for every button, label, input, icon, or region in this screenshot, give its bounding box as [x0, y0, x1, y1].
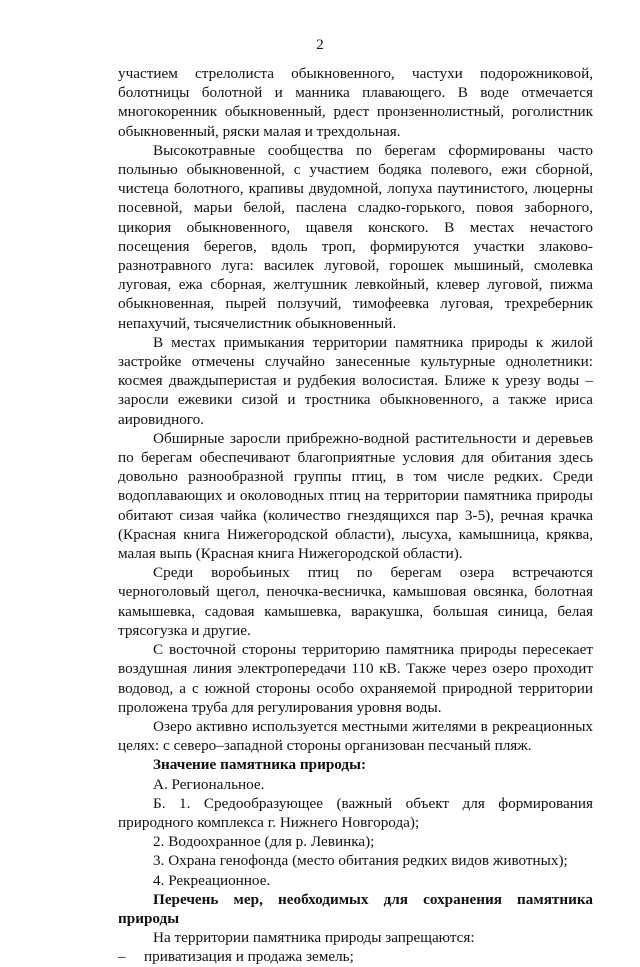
significance-item: А. Региональное. — [153, 775, 265, 793]
paragraph: В местах примыкания территории памятника природы к жилой застройке отмечены случайно занесенные культурные однолетники: космея дваждыперистая и рудбекия волосистая. Ближе к урезу воды – заросли ежевики сизой и тростника обыкновенного, а также ириса аировидного. — [118, 333, 593, 428]
paragraph: Обширные заросли прибрежно-водной растительности и деревьев по берегам обеспечивают благоприятные условия для обитания здесь довольно разнообразной группы птиц, в том числе редких. Среди водоплавающих и околоводных птиц на территории памятника природы обитают сизая чайка (количество гнездящихся пар 3-5), речная крачка (Красная книга Нижегородской области), лысуха, камышница, кряква, малая выпь (Красная книга Нижегородской области). — [118, 429, 593, 563]
paragraph: Высокотравные сообщества по берегам сформированы часто полынью обыкновенной, с участием бодяка полевого, ежи сборной, чистеца болотного, крапивы двудомной, лопуха паутинистого, люцерны посевной, марьи белой, паслена сладко-горького, повоя заборного, цикория обыкновенного, щавеля конского. В местах нечастого посещения берегов, вдоль троп, формируются участки злаково-разнотравного луга: василек луговой, горошек мышиный, смолевка луговая, ежа сборная, желтушник левкойный, клевер луговой, пижма обыкновенная, пырей ползучий, тимофеевка луговая, трехреберник непахучий, тысячелистник обыкновенный. — [118, 141, 593, 332]
dash-bullet: – — [118, 948, 126, 966]
significance-heading: Значение памятника природы: — [153, 756, 367, 774]
measures-list-item — [118, 947, 593, 966]
measures-list-item-text: приватизация и продажа земель; — [144, 948, 354, 966]
paragraph: С восточной стороны территорию памятника природы пересекает воздушная линия электропередачи 110 кВ. Также через озеро проходит водовод, а с южной стороны особо охраняемой природной территории проложена труба для регулирования уровня воды. — [118, 641, 593, 716]
significance-item: 4. Рекреационное. — [153, 871, 271, 889]
significance-item: 3. Охрана генофонда (место обитания редких видов животных); — [153, 852, 568, 870]
significance-item: Б. 1. Средообразующее (важный объект для формирования природного комплекса г. Нижнего Новгорода); — [118, 794, 593, 831]
measures-heading: Перечень мер, необходимых для сохранения памятника природы — [118, 890, 593, 927]
measures-intro: На территории памятника природы запрещаются: — [153, 929, 475, 947]
paragraph: Озеро активно используется местными жителями в рекреационных целях: с северо–западной стороны организован песчаный пляж. — [118, 717, 593, 755]
page-number: 2 — [316, 37, 324, 53]
paragraph: Среди воробьиных птиц по берегам озера встречаются черноголовый щегол, пеночка-весничка, камышовая овсянка, болотная камышевка, садовая камышевка, варакушка, большая синица, белая трясогузка и другие. — [118, 564, 593, 639]
document-body — [118, 64, 593, 967]
significance-item: 2. Водоохранное (для р. Левинка); — [153, 833, 375, 851]
paragraph: участием стрелолиста обыкновенного, частухи подорожниковой, болотницы болотной и манника плавающего. В воде отмечается многокоренник обыкновенный, рдест пронзеннолистный, роголистник обыкновенный, ряски малая и трехдольная. — [118, 65, 593, 140]
